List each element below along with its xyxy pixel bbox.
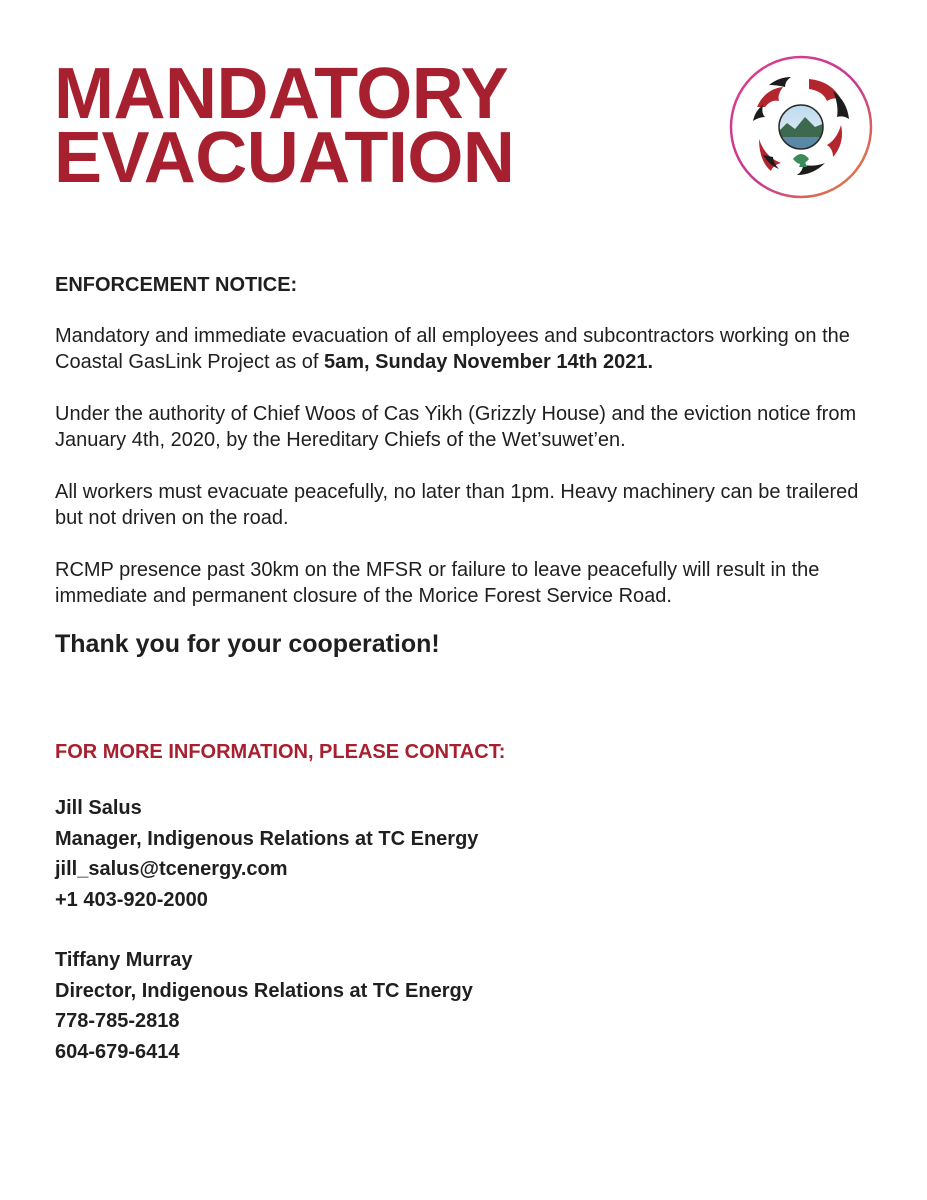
page-title xyxy=(54,54,515,198)
thanks-line: Thank you for your cooperation! xyxy=(55,630,440,658)
enforcement-heading: ENFORCEMENT NOTICE: xyxy=(55,274,298,296)
authority-paragraph: Under the authority of Chief Woos of Cas Yikh (Grizzly House) and the eviction notice from January 4th, 2020, by the Hereditary Chiefs of the Wet’suwet’en. xyxy=(55,403,857,451)
contact-jill-salus xyxy=(55,793,875,915)
evacuation-text: Mandatory and immediate evacuation of all employees and subcontractors working on the Coastal GasLink Project as of xyxy=(55,325,850,373)
contact-phone[interactable]: 778-785-2818 xyxy=(55,1010,180,1032)
title-line-2: EVACUATION xyxy=(54,118,515,198)
contact-phone[interactable]: 604-679-6414 xyxy=(55,1040,180,1063)
contact-heading: FOR MORE INFORMATION, PLEASE CONTACT: xyxy=(55,741,506,763)
workers-paragraph: All workers must evacuate peacefully, no later than 1pm. Heavy machinery can be trailered but not driven on the road. xyxy=(55,481,859,529)
contact-role: Director, Indigenous Relations at TC Energy xyxy=(55,979,473,1002)
contact-email[interactable]: jill_salus@tcenergy.com xyxy=(55,858,288,880)
rcmp-paragraph: RCMP presence past 30km on the MFSR or failure to leave peacefully will result in the immediate and permanent closure of the Morice Forest Service Road. xyxy=(55,559,820,607)
contact-role: Manager, Indigenous Relations at TC Energy xyxy=(55,827,479,850)
contact-tiffany-murray xyxy=(55,945,875,1067)
notice-body xyxy=(55,272,875,1067)
evacuation-paragraph xyxy=(55,323,875,375)
wetsuweten-crest-icon xyxy=(729,55,873,199)
evacuation-deadline: 5am, Sunday November 14th 2021. xyxy=(324,351,654,373)
title-line-1: MANDATORY xyxy=(54,54,509,134)
contact-name: Tiffany Murray xyxy=(55,949,193,971)
contact-name: Jill Salus xyxy=(55,797,142,819)
contact-phone[interactable]: +1 403-920-2000 xyxy=(55,888,208,911)
